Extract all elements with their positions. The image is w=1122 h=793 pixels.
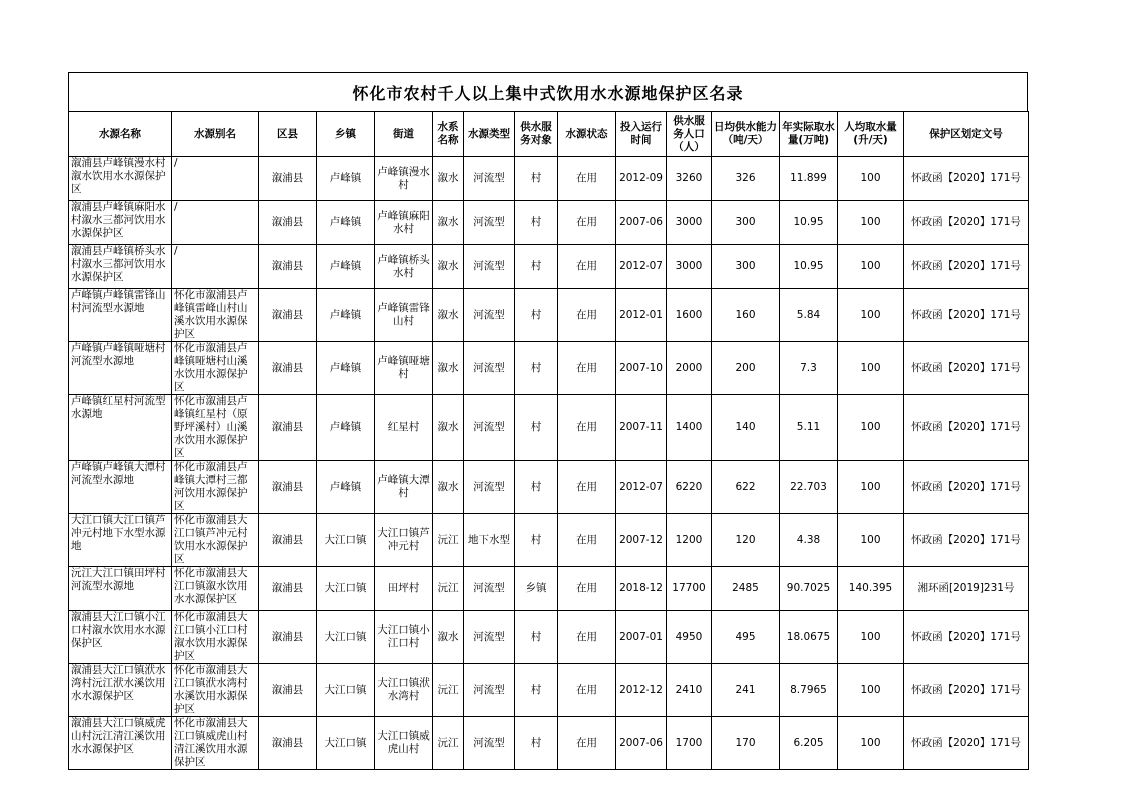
- column-header: 供水服务对象: [515, 112, 558, 157]
- table-cell: 495: [712, 611, 780, 664]
- table-cell: 怀化市溆浦县大江口镇小江口村溆水饮用水源保护区: [172, 611, 259, 664]
- table-cell: 溆水: [433, 289, 464, 342]
- table-cell: 溆水: [433, 611, 464, 664]
- table-cell: 溆浦县: [259, 611, 317, 664]
- table-cell: 120: [712, 514, 780, 567]
- column-header: 供水服务人口（人）: [667, 112, 712, 157]
- table-cell: 卢峰镇麻阳水村: [375, 201, 433, 245]
- table-cell: 2018-12: [616, 567, 667, 611]
- table-cell: 大江口镇: [317, 514, 375, 567]
- table-cell: 卢峰镇大潭村: [375, 461, 433, 514]
- table-cell: 在用: [558, 664, 616, 717]
- table-cell: 5.11: [780, 395, 838, 461]
- table-cell: 怀政函【2020】171号: [904, 201, 1029, 245]
- table-cell: 在用: [558, 289, 616, 342]
- table-cell: 3260: [667, 157, 712, 201]
- table-cell: 村: [515, 461, 558, 514]
- table-cell: 100: [838, 461, 904, 514]
- table-cell: 怀化市溆浦县大江口镇洑水湾村水溪饮用水源保护区: [172, 664, 259, 717]
- table-cell: 在用: [558, 342, 616, 395]
- table-cell: 怀政函【2020】171号: [904, 157, 1029, 201]
- table-cell: 溆浦县: [259, 157, 317, 201]
- table-cell: 红星村: [375, 395, 433, 461]
- table-cell: 2012-12: [616, 664, 667, 717]
- table-cell: 河流型: [464, 567, 515, 611]
- table-cell: 河流型: [464, 157, 515, 201]
- table-cell: 卢峰镇哑塘村: [375, 342, 433, 395]
- table-cell: 溆水: [433, 157, 464, 201]
- table-cell: 100: [838, 201, 904, 245]
- column-header: 水源名称: [69, 112, 172, 157]
- table-cell: 大江口镇洑水湾村: [375, 664, 433, 717]
- table-cell: 溆浦县: [259, 567, 317, 611]
- table-cell: 溆水: [433, 395, 464, 461]
- table-cell: 卢峰镇: [317, 395, 375, 461]
- table-cell: 村: [515, 514, 558, 567]
- table-cell: 卢峰镇: [317, 461, 375, 514]
- table-cell: 溆浦县: [259, 717, 317, 770]
- table-row: [69, 201, 1029, 245]
- table-cell: 7.3: [780, 342, 838, 395]
- table-cell: 10.95: [780, 245, 838, 289]
- table-cell: 溆浦县卢峰镇漫水村溆水饮用水水源保护区: [69, 157, 172, 201]
- table-cell: 2012-07: [616, 245, 667, 289]
- table-cell: 170: [712, 717, 780, 770]
- table-cell: 怀化市溆浦县卢峰镇大潭村三都河饮用水源保护区: [172, 461, 259, 514]
- table-cell: 河流型: [464, 201, 515, 245]
- table-cell: 在用: [558, 514, 616, 567]
- table-row: [69, 395, 1029, 461]
- table-cell: 怀政函【2020】171号: [904, 395, 1029, 461]
- table-cell: 村: [515, 611, 558, 664]
- table-cell: 河流型: [464, 664, 515, 717]
- table-cell: 溆浦县: [259, 342, 317, 395]
- table-cell: 100: [838, 664, 904, 717]
- table-cell: 大江口镇威虎山村: [375, 717, 433, 770]
- table-cell: 140: [712, 395, 780, 461]
- table-row: [69, 289, 1029, 342]
- table-cell: 在用: [558, 717, 616, 770]
- table-cell: 在用: [558, 201, 616, 245]
- table-cell: 200: [712, 342, 780, 395]
- table-cell: 溆浦县: [259, 395, 317, 461]
- table-row: [69, 514, 1029, 567]
- column-header: 年实际取水量(万吨): [780, 112, 838, 157]
- table-cell: 卢峰镇: [317, 157, 375, 201]
- table-cell: 怀政函【2020】171号: [904, 245, 1029, 289]
- table-cell: 田坪村: [375, 567, 433, 611]
- table-cell: 2007-06: [616, 201, 667, 245]
- table-cell: 大江口镇: [317, 717, 375, 770]
- table-cell: 卢峰镇: [317, 289, 375, 342]
- table-cell: 怀化市溆浦县大江口镇芦冲元村饮用水水源保护区: [172, 514, 259, 567]
- table-cell: 2012-07: [616, 461, 667, 514]
- table-cell: 卢峰镇漫水村: [375, 157, 433, 201]
- table-cell: 怀政函【2020】171号: [904, 664, 1029, 717]
- table-cell: 溆水: [433, 461, 464, 514]
- table-row: [69, 342, 1029, 395]
- table-cell: 溆水: [433, 342, 464, 395]
- table-cell: 卢峰镇: [317, 201, 375, 245]
- table-cell: 怀政函【2020】171号: [904, 289, 1029, 342]
- table-row: [69, 611, 1029, 664]
- table-cell: 6.205: [780, 717, 838, 770]
- table-cell: /: [172, 245, 259, 289]
- table-cell: 2007-01: [616, 611, 667, 664]
- table-cell: 3000: [667, 201, 712, 245]
- table-cell: 100: [838, 611, 904, 664]
- table-cell: 2012-09: [616, 157, 667, 201]
- table-cell: 卢峰镇卢峰镇大潭村河流型水源地: [69, 461, 172, 514]
- table-cell: 在用: [558, 611, 616, 664]
- table-cell: 村: [515, 717, 558, 770]
- table-title: 怀化市农村千人以上集中式饮用水水源地保护区名录: [68, 72, 1028, 111]
- table-cell: 2007-10: [616, 342, 667, 395]
- table-row: [69, 245, 1029, 289]
- table-cell: 溆浦县: [259, 514, 317, 567]
- table-cell: 卢峰镇卢峰镇哑塘村河流型水源地: [69, 342, 172, 395]
- table-cell: 村: [515, 395, 558, 461]
- column-header: 水源状态: [558, 112, 616, 157]
- table-cell: 100: [838, 245, 904, 289]
- table-cell: 300: [712, 245, 780, 289]
- table-cell: 大江口镇: [317, 611, 375, 664]
- table-cell: 18.0675: [780, 611, 838, 664]
- table-cell: /: [172, 157, 259, 201]
- table-cell: 沅江: [433, 717, 464, 770]
- table-cell: 5.84: [780, 289, 838, 342]
- table-cell: 怀政函【2020】171号: [904, 717, 1029, 770]
- table-cell: 大江口镇芦冲元村: [375, 514, 433, 567]
- table-cell: 村: [515, 664, 558, 717]
- table-cell: 溆浦县: [259, 245, 317, 289]
- table-row: [69, 717, 1029, 770]
- table-cell: 沅江: [433, 514, 464, 567]
- table-cell: 溆浦县大江口镇威虎山村沅江清江溪饮用水水源保护区: [69, 717, 172, 770]
- table-cell: 11.899: [780, 157, 838, 201]
- table-cell: 怀化市溆浦县大江口镇溆水饮用水水源保护区: [172, 567, 259, 611]
- table-cell: 怀化市溆浦县卢峰镇红星村（原野坪溪村）山溪水饮用水源保护区: [172, 395, 259, 461]
- table-cell: 怀化市溆浦县卢峰镇雷峰山村山溪水饮用水源保护区: [172, 289, 259, 342]
- column-header: 日均供水能力（吨/天）: [712, 112, 780, 157]
- table-cell: 河流型: [464, 461, 515, 514]
- table-cell: 160: [712, 289, 780, 342]
- table-cell: 沅江: [433, 664, 464, 717]
- table-cell: 2485: [712, 567, 780, 611]
- table-cell: 90.7025: [780, 567, 838, 611]
- table-row: [69, 567, 1029, 611]
- table-cell: 1700: [667, 717, 712, 770]
- table-cell: 溆水: [433, 245, 464, 289]
- table-cell: 2007-11: [616, 395, 667, 461]
- table-cell: 怀化市溆浦县大江口镇威虎山村清江溪饮用水源保护区: [172, 717, 259, 770]
- column-header: 区县: [259, 112, 317, 157]
- table-cell: 8.7965: [780, 664, 838, 717]
- table-cell: 22.703: [780, 461, 838, 514]
- table-cell: 622: [712, 461, 780, 514]
- table-cell: 溆浦县: [259, 664, 317, 717]
- table-cell: 怀政函【2020】171号: [904, 461, 1029, 514]
- table-cell: 2007-06: [616, 717, 667, 770]
- water-source-table: [68, 111, 1029, 770]
- table-cell: 241: [712, 664, 780, 717]
- table-cell: 卢峰镇红星村河流型水源地: [69, 395, 172, 461]
- table-cell: 100: [838, 514, 904, 567]
- table-cell: 1200: [667, 514, 712, 567]
- column-header: 街道: [375, 112, 433, 157]
- table-cell: 溆浦县大江口镇洑水湾村沅江洑水溪饮用水水源保护区: [69, 664, 172, 717]
- spreadsheet: [68, 72, 1028, 770]
- table-cell: 100: [838, 395, 904, 461]
- table-cell: 4.38: [780, 514, 838, 567]
- column-header: 乡镇: [317, 112, 375, 157]
- table-cell: 溆浦县: [259, 461, 317, 514]
- table-cell: 大江口镇: [317, 567, 375, 611]
- table-cell: 1400: [667, 395, 712, 461]
- table-cell: 怀政函【2020】171号: [904, 514, 1029, 567]
- table-cell: 2007-12: [616, 514, 667, 567]
- table-cell: 100: [838, 289, 904, 342]
- table-cell: 300: [712, 201, 780, 245]
- table-cell: 10.95: [780, 201, 838, 245]
- table-cell: 乡镇: [515, 567, 558, 611]
- table-row: [69, 461, 1029, 514]
- table-cell: 村: [515, 289, 558, 342]
- table-cell: 2012-01: [616, 289, 667, 342]
- table-cell: 卢峰镇卢峰镇雷锋山村河流型水源地: [69, 289, 172, 342]
- column-header: 投入运行时间: [616, 112, 667, 157]
- table-cell: 河流型: [464, 289, 515, 342]
- table-cell: 河流型: [464, 395, 515, 461]
- table-cell: 河流型: [464, 717, 515, 770]
- table-cell: /: [172, 201, 259, 245]
- table-cell: 140.395: [838, 567, 904, 611]
- table-cell: 河流型: [464, 342, 515, 395]
- table-cell: 大江口镇大江口镇芦冲元村地下水型水源地: [69, 514, 172, 567]
- table-cell: 100: [838, 717, 904, 770]
- table-cell: 在用: [558, 461, 616, 514]
- table-cell: 村: [515, 157, 558, 201]
- table-cell: 湘环函[2019]231号: [904, 567, 1029, 611]
- table-cell: 溆浦县: [259, 289, 317, 342]
- table-cell: 3000: [667, 245, 712, 289]
- table-cell: 溆浦县大江口镇小江口村溆水饮用水水源保护区: [69, 611, 172, 664]
- table-body: [69, 157, 1029, 770]
- table-cell: 4950: [667, 611, 712, 664]
- table-cell: 村: [515, 342, 558, 395]
- column-header: 保护区划定文号: [904, 112, 1029, 157]
- column-header: 人均取水量(升/天): [838, 112, 904, 157]
- table-cell: 河流型: [464, 611, 515, 664]
- table-cell: 在用: [558, 567, 616, 611]
- table-row: [69, 664, 1029, 717]
- table-cell: 卢峰镇: [317, 245, 375, 289]
- table-cell: 1600: [667, 289, 712, 342]
- table-row: [69, 157, 1029, 201]
- table-cell: 溆浦县: [259, 201, 317, 245]
- column-header: 水源别名: [172, 112, 259, 157]
- table-cell: 在用: [558, 157, 616, 201]
- table-cell: 村: [515, 245, 558, 289]
- table-cell: 326: [712, 157, 780, 201]
- table-cell: 卢峰镇: [317, 342, 375, 395]
- table-cell: 100: [838, 342, 904, 395]
- table-cell: 溆浦县卢峰镇桥头水村溆水三都河饮用水水源保护区: [69, 245, 172, 289]
- header-row: [69, 112, 1029, 157]
- table-cell: 100: [838, 157, 904, 201]
- table-cell: 河流型: [464, 245, 515, 289]
- table-cell: 地下水型: [464, 514, 515, 567]
- table-cell: 村: [515, 201, 558, 245]
- table-cell: 溆浦县卢峰镇麻阳水村溆水三都河饮用水水源保护区: [69, 201, 172, 245]
- table-cell: 溆水: [433, 201, 464, 245]
- table-cell: 沅江: [433, 567, 464, 611]
- table-cell: 怀政函【2020】171号: [904, 342, 1029, 395]
- table-cell: 17700: [667, 567, 712, 611]
- table-cell: 大江口镇: [317, 664, 375, 717]
- table-cell: 大江口镇小江口村: [375, 611, 433, 664]
- column-header: 水系名称: [433, 112, 464, 157]
- table-cell: 6220: [667, 461, 712, 514]
- table-cell: 卢峰镇桥头水村: [375, 245, 433, 289]
- table-cell: 在用: [558, 395, 616, 461]
- column-header: 水源类型: [464, 112, 515, 157]
- table-cell: 怀政函【2020】171号: [904, 611, 1029, 664]
- table-cell: 怀化市溆浦县卢峰镇哑塘村山溪水饮用水源保护区: [172, 342, 259, 395]
- table-cell: 2410: [667, 664, 712, 717]
- table-cell: 卢峰镇雷锋山村: [375, 289, 433, 342]
- table-cell: 在用: [558, 245, 616, 289]
- table-cell: 2000: [667, 342, 712, 395]
- table-cell: 沅江大江口镇田坪村河流型水源地: [69, 567, 172, 611]
